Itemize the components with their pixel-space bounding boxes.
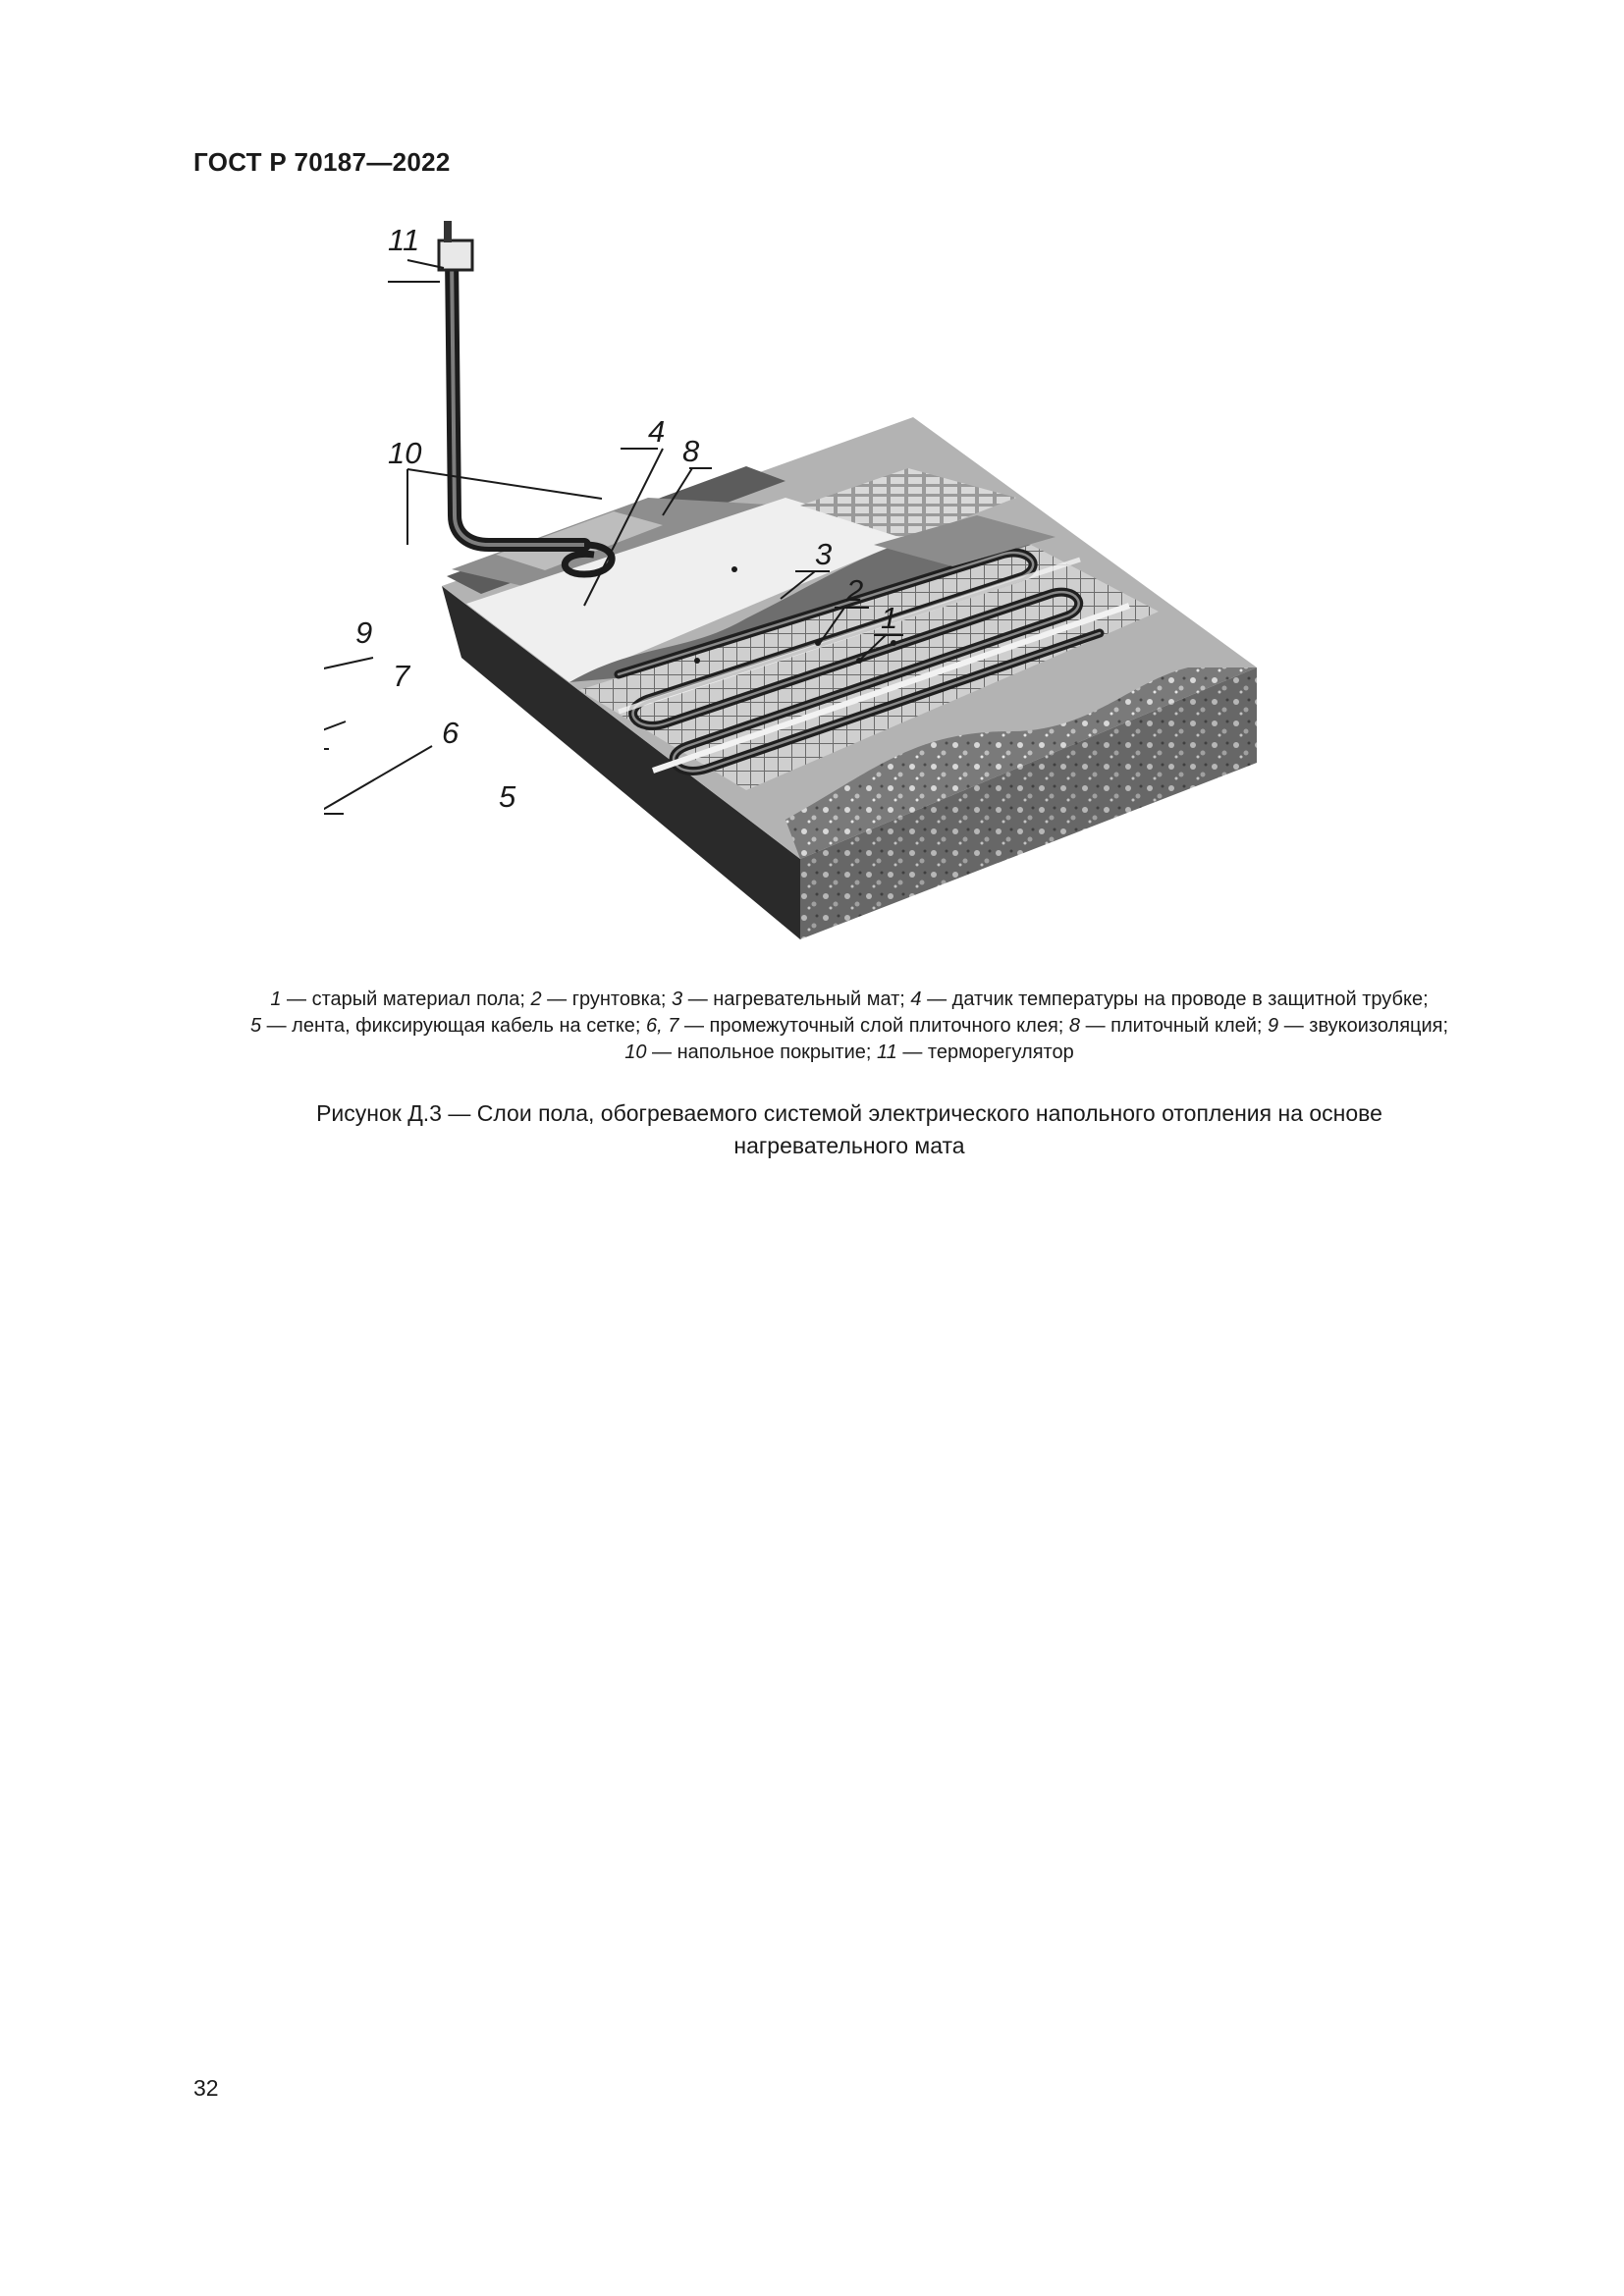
legend-text: — терморегулятор bbox=[896, 1041, 1074, 1063]
legend-num: 2 bbox=[530, 988, 542, 1010]
legend-num: 1 bbox=[270, 988, 282, 1010]
legend-line-3 bbox=[187, 1040, 1512, 1066]
page-number: 32 bbox=[193, 2075, 219, 2101]
callout-2: 2 bbox=[846, 573, 864, 608]
callout-3: 3 bbox=[815, 537, 833, 571]
caption-line-1: Рисунок Д.3 — Слои пола, обогреваемого системой электрического напольного отопления на основе bbox=[316, 1100, 1382, 1126]
legend-num: 9 bbox=[1268, 1015, 1279, 1037]
callout-6: 6 bbox=[442, 716, 460, 750]
legend-num: 5 bbox=[249, 1015, 262, 1037]
legend-text: — напольное покрытие; bbox=[646, 1041, 878, 1063]
callout-10: 10 bbox=[388, 436, 422, 470]
callout-numbers bbox=[324, 221, 1365, 967]
legend-line-1 bbox=[187, 987, 1512, 1013]
callout-8: 8 bbox=[682, 434, 700, 468]
caption-line-2: нагревательного мата bbox=[733, 1133, 965, 1158]
legend-text: — датчик температуры на проводе в защитной трубке; bbox=[921, 988, 1429, 1010]
callout-5: 5 bbox=[499, 779, 516, 814]
floor-layers-figure bbox=[324, 221, 1365, 967]
legend-text: — звукоизоляция; bbox=[1278, 1015, 1449, 1037]
legend-num: 11 bbox=[877, 1041, 897, 1063]
legend-num: 3 bbox=[672, 988, 683, 1010]
legend-text: — старый материал пола; bbox=[281, 988, 531, 1010]
legend-text: — лента, фиксирующая кабель на сетке; bbox=[261, 1015, 647, 1037]
legend-text: — плиточный клей; bbox=[1080, 1015, 1269, 1037]
legend-text: — грунтовка; bbox=[541, 988, 673, 1010]
callout-4: 4 bbox=[648, 414, 666, 449]
legend-num: 6, 7 bbox=[646, 1015, 679, 1037]
callout-7: 7 bbox=[393, 659, 410, 693]
callout-9: 9 bbox=[355, 615, 373, 650]
legend-line-2 bbox=[187, 1013, 1512, 1040]
legend-text: — нагревательный мат; bbox=[682, 988, 911, 1010]
legend-text: — промежуточный слой плиточного клея; bbox=[678, 1015, 1069, 1037]
figure-legend bbox=[187, 987, 1512, 1066]
figure-caption bbox=[187, 1097, 1512, 1162]
callout-1: 1 bbox=[881, 601, 898, 635]
legend-num: 8 bbox=[1068, 1015, 1081, 1037]
callout-11: 11 bbox=[388, 223, 420, 257]
document-id: ГОСТ Р 70187—2022 bbox=[193, 147, 451, 177]
legend-num: 4 bbox=[910, 988, 922, 1010]
legend-num: 10 bbox=[624, 1041, 647, 1063]
